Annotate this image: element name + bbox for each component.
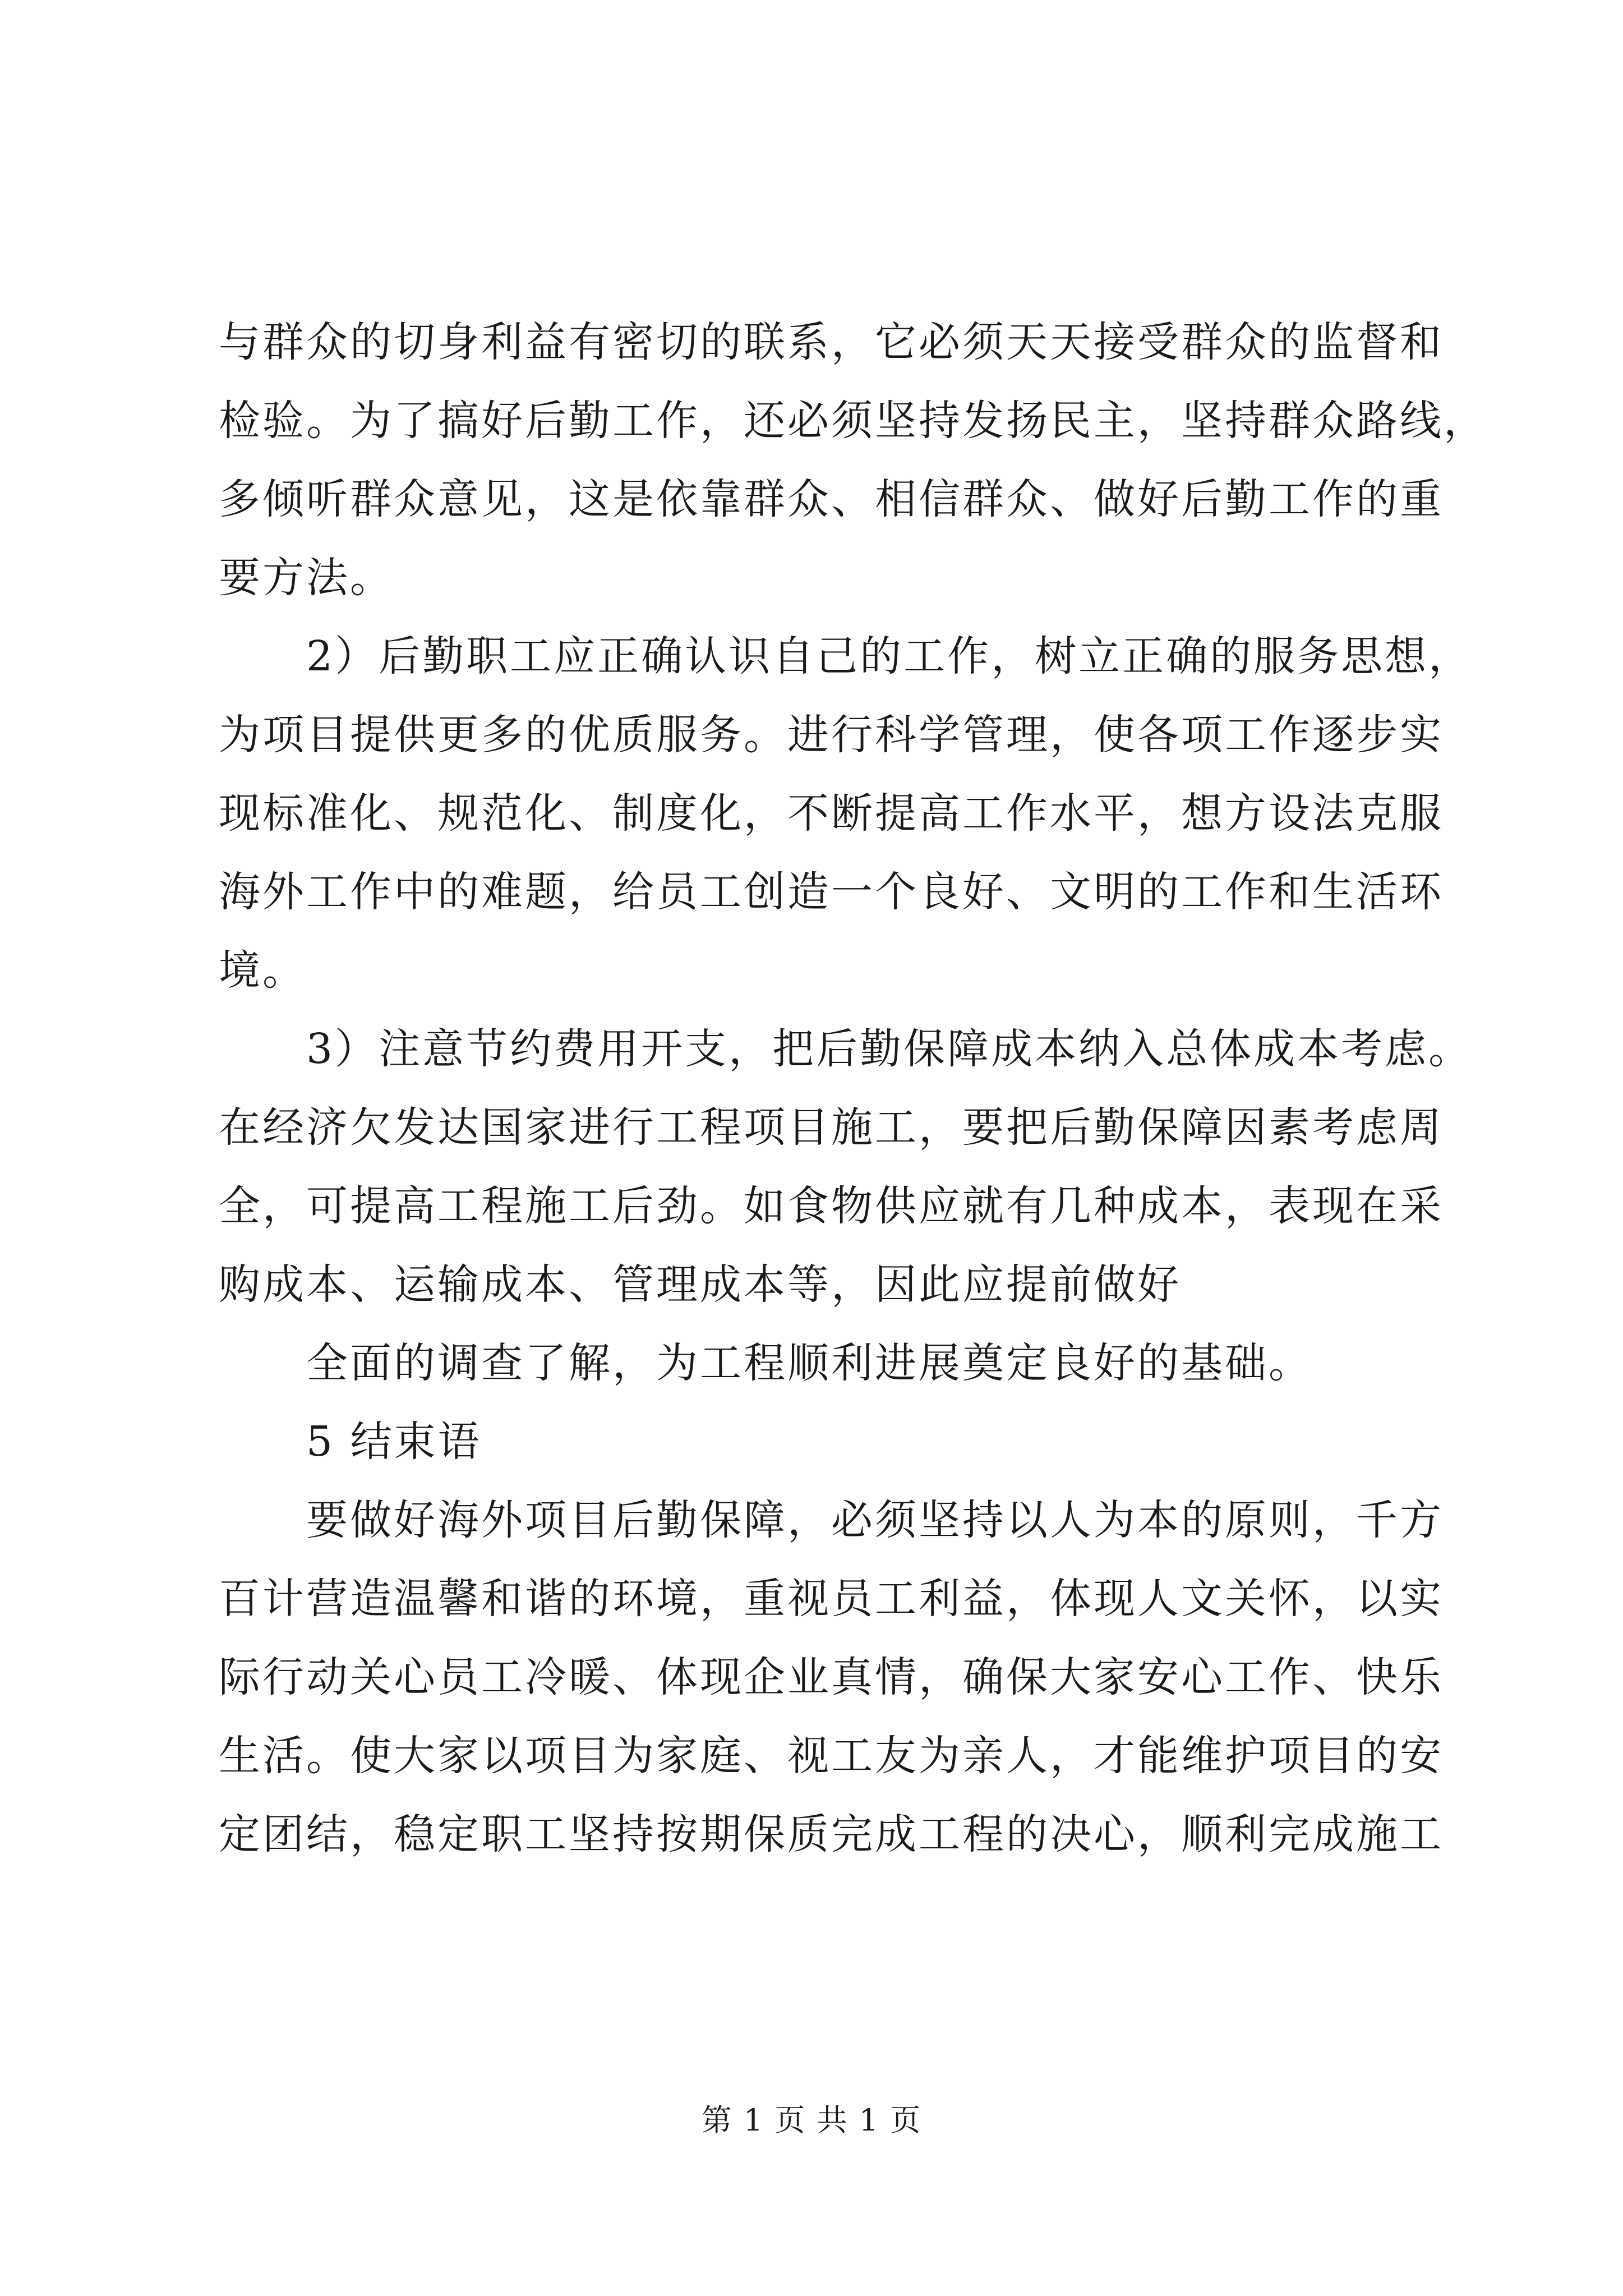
text-line: 定团结，稳定职工坚持按期保质完成工程的决心，顺利完成施工 [219,1810,1444,1858]
text-line: 生活。使大家以项目为家庭、视工友为亲人，才能维护项目的安 [219,1732,1444,1780]
text-line: 检验。为了搞好后勤工作，还必须坚持发扬民主，坚持群众路线， [219,397,1487,445]
text-line: 多倾听群众意见，这是依靠群众、相信群众、做好后勤工作的重 [219,475,1444,523]
text-line: 要方法。 [219,554,394,602]
section-heading: 5 结束语 [306,1418,482,1466]
paragraph-start-line: 全面的调查了解，为工程顺利进展奠定良好的基础。 [306,1339,1312,1387]
document-body [219,303,1487,1874]
text-line: 在经济欠发达国家进行工程项目施工，要把后勤保障因素考虑周 [219,1103,1444,1152]
text-line: 全，可提高工程施工后劲。如食物供应就有几种成本，表现在采 [219,1182,1444,1230]
text-line: 际行动关心员工冷暖、体现企业真情，确保大家安心工作、快乐 [219,1653,1444,1701]
paragraph-start-line: 3）注意节约费用开支，把后勤保障成本纳入总体成本考虑。 [306,1025,1473,1073]
paragraph-start-line: 2）后勤职工应正确认识自己的工作，树立正确的服务思想， [306,632,1473,680]
text-line: 百计营造温馨和谐的环境，重视员工利益，体现人文关怀，以实 [219,1575,1444,1623]
text-line: 购成本、运输成本、管理成本等，因此应提前做好 [219,1260,1181,1309]
page-number-footer: 第 1 页 共 1 页 [701,2102,922,2138]
text-line: 境。 [219,946,306,995]
text-line: 现标准化、规范化、制度化，不断提高工作水平，想方设法克服 [219,789,1444,838]
text-line: 海外工作中的难题，给员工创造一个良好、文明的工作和生活环 [219,868,1444,916]
text-line: 为项目提供更多的优质服务。进行科学管理，使各项工作逐步实 [219,711,1444,759]
paragraph-start-line: 要做好海外项目后勤保障，必须坚持以人为本的原则，千方 [306,1496,1444,1544]
text-line: 与群众的切身利益有密切的联系，它必须天天接受群众的监督和 [219,318,1444,366]
